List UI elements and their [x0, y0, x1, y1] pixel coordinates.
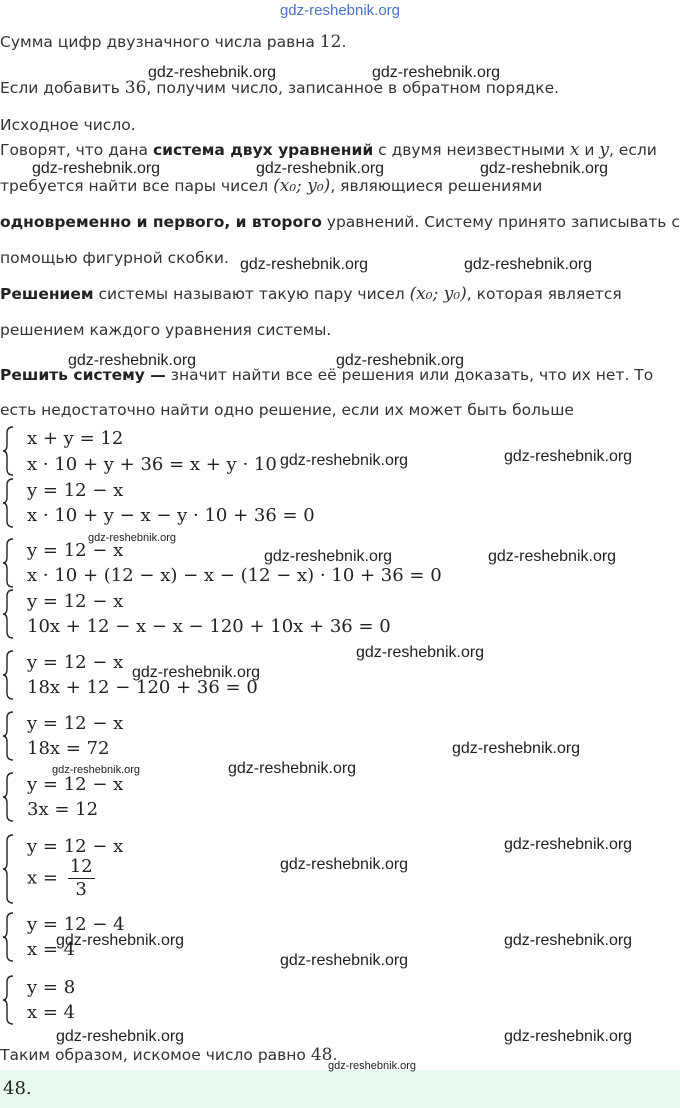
watermark: gdz-reshebnik.org	[504, 1028, 633, 1045]
math-number: 12	[319, 32, 342, 52]
brace-icon	[2, 538, 14, 588]
watermark: gdz-reshebnik.org	[488, 548, 617, 565]
statement-text: Сумма цифр двузначного числа равна	[0, 33, 320, 51]
theory-text: и	[579, 141, 600, 159]
equation: y = 12 − x	[27, 836, 124, 857]
watermark: gdz-reshebnik.org	[32, 160, 161, 177]
theory-line-4: помощью фигурной скобки.	[0, 249, 229, 267]
site-link[interactable]: gdz-reshebnik.org	[279, 2, 401, 19]
theory-line-2	[0, 176, 542, 196]
brace-icon	[2, 912, 14, 962]
watermark: gdz-reshebnik.org	[88, 532, 177, 544]
watermark: gdz-reshebnik.org	[256, 160, 385, 177]
answer-box	[0, 1070, 680, 1108]
equation: x = 4	[27, 1002, 76, 1023]
watermark: gdz-reshebnik.org	[356, 644, 485, 661]
statement-text: Если добавить	[0, 79, 125, 97]
watermark: gdz-reshebnik.org	[132, 664, 261, 681]
answer-text: 48.	[3, 1078, 32, 1099]
theory-bold: система двух уравнений	[152, 141, 374, 159]
watermark: gdz-reshebnik.org	[56, 1028, 185, 1045]
theory-line-3	[0, 212, 680, 232]
theory-text: значит найти все её решения или доказать, что их нет. То	[165, 366, 654, 384]
statement-end: .	[341, 33, 347, 51]
watermark: gdz-reshebnik.org	[280, 952, 409, 969]
equation: 18x = 72	[27, 738, 110, 759]
theory-text: системы называют такую пару чисел	[93, 285, 410, 303]
watermark: gdz-reshebnik.org	[504, 836, 633, 853]
equation: x · 10 + (12 − x) − x − (12 − x) · 10 + 36 = 0	[27, 565, 442, 586]
equation: y = 12 − 4	[27, 914, 125, 935]
brace-icon	[2, 650, 14, 700]
brace-icon	[2, 589, 14, 639]
theory-text: Говорят, что дана	[0, 141, 153, 159]
equation: x + y = 12	[27, 428, 124, 449]
theory-text: , если	[608, 141, 657, 159]
watermark: gdz-reshebnik.org	[480, 160, 609, 177]
math-number: 36	[124, 78, 147, 98]
fraction-denominator: 3	[75, 879, 87, 900]
watermark: gdz-reshebnik.org	[328, 1060, 417, 1072]
theory-bold: одновременно и первого, и второго	[0, 213, 322, 231]
equation: y = 12 − x	[27, 713, 124, 734]
equation: y = 12 − x	[27, 774, 124, 795]
theory-line-5	[0, 284, 622, 304]
watermark: gdz-reshebnik.org	[280, 856, 409, 873]
brace-icon	[2, 711, 14, 761]
theory-line-6: решением каждого уравнения системы.	[0, 321, 332, 339]
math-pair: (x₀; y₀)	[273, 176, 331, 196]
brace-icon	[2, 834, 14, 904]
watermark: gdz-reshebnik.org	[280, 452, 409, 469]
watermark: gdz-reshebnik.org	[240, 256, 369, 273]
equation: 10x + 12 − x − x − 120 + 10x + 36 = 0	[27, 616, 391, 637]
watermark: gdz-reshebnik.org	[452, 740, 581, 757]
watermark: gdz-reshebnik.org	[336, 352, 465, 369]
watermark: gdz-reshebnik.org	[52, 764, 141, 776]
fraction	[68, 856, 95, 901]
watermark: gdz-reshebnik.org	[56, 932, 185, 949]
brace-icon	[2, 478, 14, 528]
conclusion-text: Таким образом, искомое число равно	[0, 1046, 311, 1064]
equation: y = 12 − x	[27, 591, 124, 612]
watermark: gdz-reshebnik.org	[504, 932, 633, 949]
math-pair: (x₀; y₀)	[409, 284, 467, 304]
equation: 18x + 12 − 120 + 36 = 0	[27, 677, 258, 698]
theory-text: уравнений. Систему принято записывать с	[321, 213, 680, 231]
theory-text: с двумя неизвестными	[373, 141, 570, 159]
watermark: gdz-reshebnik.org	[68, 352, 197, 369]
conclusion-line	[0, 1045, 337, 1065]
theory-text: требуется найти все пары чисел	[0, 177, 274, 195]
math-number: 48	[310, 1045, 333, 1065]
watermark: gdz-reshebnik.org	[148, 64, 277, 81]
statement-line-1	[0, 32, 346, 52]
equation: y = 12 − x	[27, 652, 124, 673]
watermark: gdz-reshebnik.org	[228, 760, 357, 777]
equation: 3x = 12	[27, 799, 99, 820]
watermark: gdz-reshebnik.org	[264, 548, 393, 565]
equation: x · 10 + y + 36 = x + y · 10	[27, 454, 277, 475]
theory-text: , которая является	[466, 285, 622, 303]
fraction-lhs: x =	[27, 867, 64, 889]
theory-text: , являющиеся решениями	[330, 177, 543, 195]
brace-icon	[2, 975, 14, 1025]
math-var-x: x	[569, 140, 580, 160]
watermark: gdz-reshebnik.org	[372, 64, 501, 81]
equation: y = 8	[27, 977, 76, 998]
watermark: gdz-reshebnik.org	[504, 448, 633, 465]
equation: y = 12 − x	[27, 480, 124, 501]
theory-bold: Решить систему —	[0, 366, 166, 384]
equation: y = 12 − x	[27, 540, 124, 561]
theory-line-8: есть недостаточно найти одно решение, если их может быть больше	[0, 401, 574, 419]
theory-line-1	[0, 140, 657, 160]
question-line: Исходное число.	[0, 116, 136, 134]
fraction-equation	[27, 856, 95, 901]
equation: x · 10 + y − x − y · 10 + 36 = 0	[27, 505, 315, 526]
theory-bold: Решением	[0, 285, 94, 303]
conclusion-end: .	[332, 1046, 338, 1064]
fraction-numerator: 12	[69, 856, 93, 877]
equation: x = 4	[27, 939, 76, 960]
watermark: gdz-reshebnik.org	[464, 256, 593, 273]
statement-text: , получим число, записанное в обратном порядке.	[146, 79, 560, 97]
brace-icon	[2, 772, 14, 822]
math-var-y: y	[599, 140, 609, 160]
brace-icon	[2, 426, 14, 476]
